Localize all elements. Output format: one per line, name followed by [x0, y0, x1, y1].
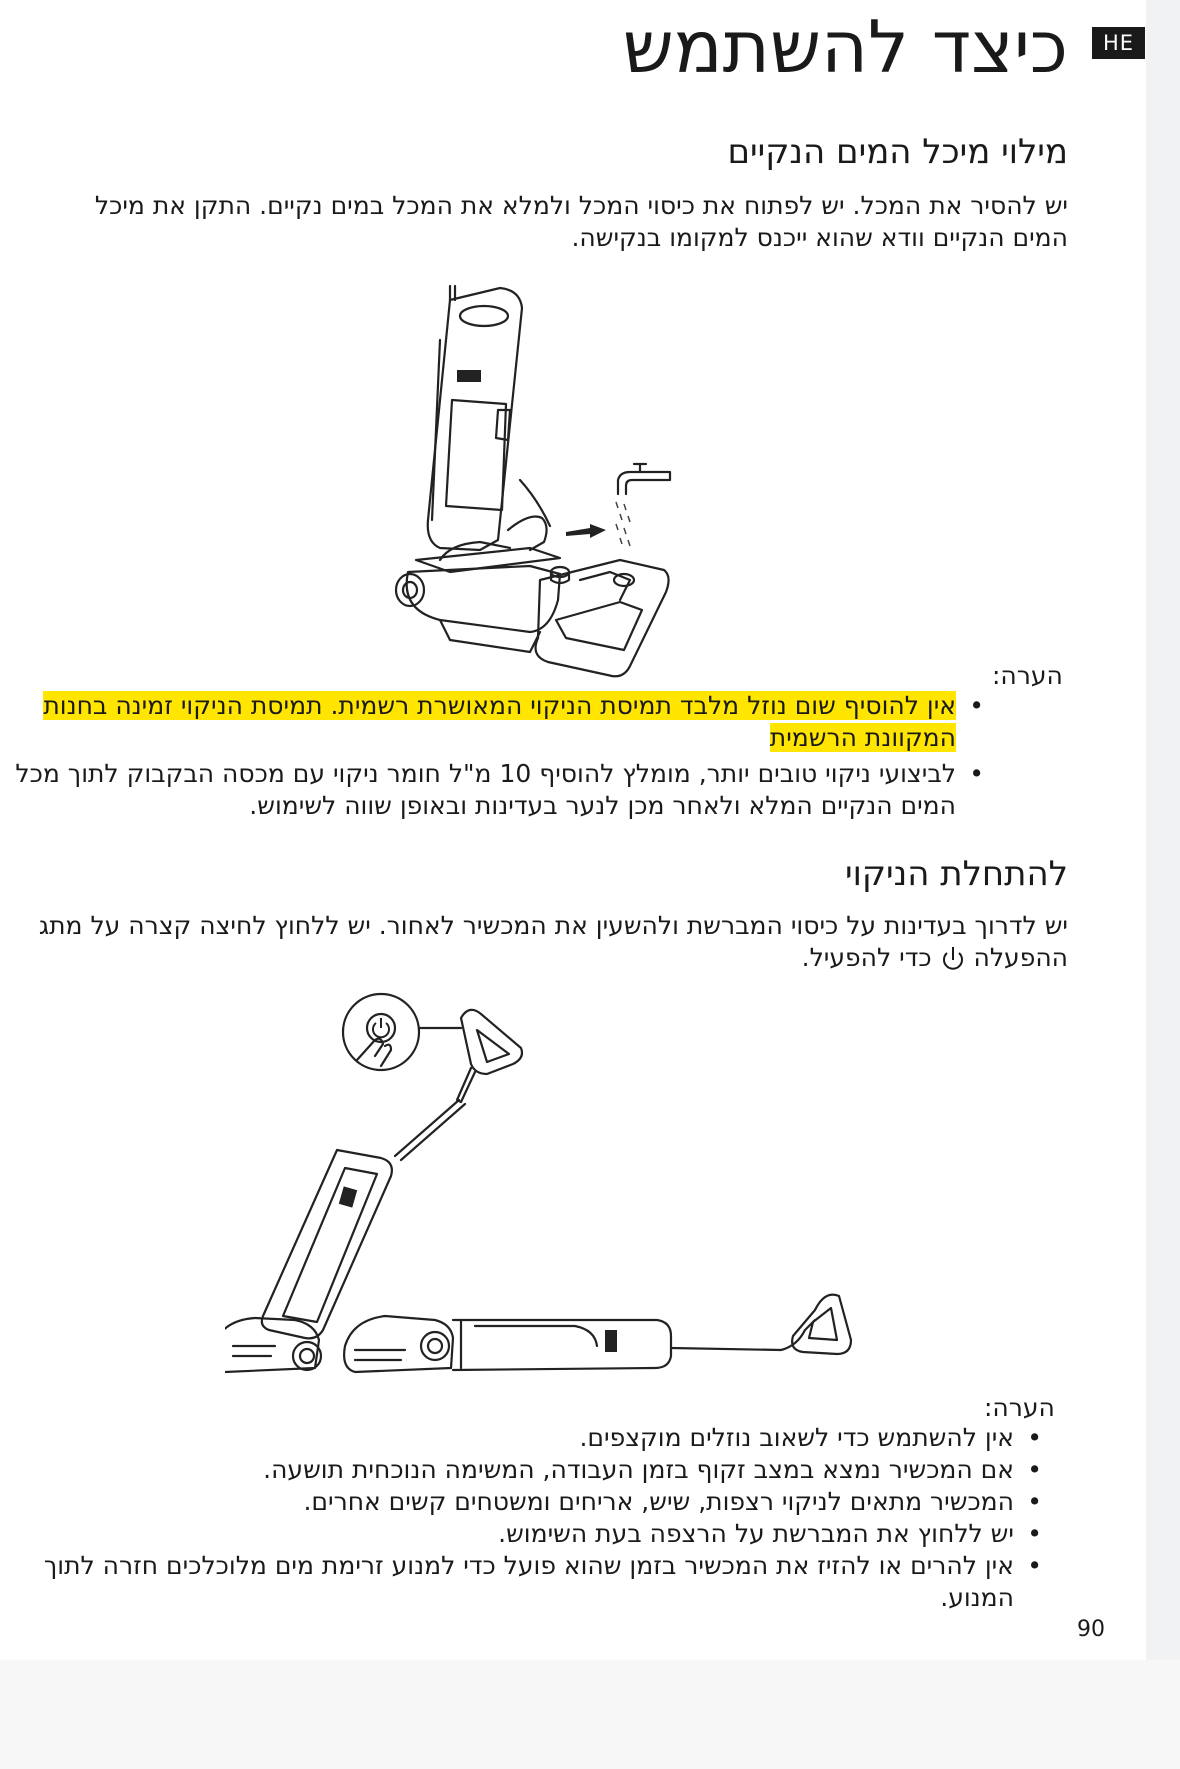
language-badge: HE	[1092, 27, 1145, 59]
list-item	[0, 1486, 1042, 1518]
notes-list	[0, 1422, 1042, 1614]
section-body-fill-tank: יש להסיר את המכל. יש לפתוח את כיסוי המכל ולמלא את המכל במים נקיים. התקן את מיכל המים הנקיים וודא שהוא ייכנס למקומו בנקישה.	[94, 191, 1068, 252]
note-text: אין להרים או להזיז את המכשיר בזמן שהוא פועל כדי למנוע זרימת מים מלוכלכים חזרה לתוך המנוע.	[43, 1551, 1014, 1612]
section-heading-fill-tank: מילוי מיכל המים הנקיים	[727, 132, 1068, 172]
note-text: אם המכשיר נמצא במצב זקוף בזמן העבודה, המשימה הנוכחית תושעה.	[263, 1455, 1014, 1484]
bullet: •	[1027, 1455, 1042, 1484]
list-item	[0, 690, 984, 754]
page-edge	[1146, 0, 1180, 1660]
list-item	[0, 1550, 1042, 1614]
note-text: אין להשתמש כדי לשאוב נוזלים מוקצפים.	[579, 1423, 1014, 1452]
notes-list	[0, 690, 984, 822]
bullet: •	[1027, 1487, 1042, 1516]
note-label: הערה:	[984, 1393, 1055, 1422]
list-item	[0, 1518, 1042, 1550]
fill-tank-illustration	[380, 280, 730, 690]
page-title: כיצד להשתמש	[622, 5, 1068, 89]
note-text: המכשיר מתאים לניקוי רצפות, שיש, אריחים ומשטחים קשים אחרים.	[303, 1487, 1014, 1516]
page-number: 90	[1077, 1617, 1105, 1642]
note-text: יש ללחוץ את המברשת על הרצפה בעת השימוש.	[498, 1519, 1014, 1548]
body-text-part2: כדי להפעיל.	[801, 943, 932, 972]
bullet: •	[969, 691, 984, 720]
note-label: הערה:	[992, 661, 1063, 690]
note-highlighted-text: אין להוסיף שום נוזל מלבד תמיסת הניקוי המאושרת רשמית. תמיסת הניקוי זמינה בחנות המקוונת הרשמית	[43, 691, 956, 752]
list-item	[0, 1454, 1042, 1486]
start-cleaning-illustration	[225, 990, 945, 1390]
section-body-start-cleaning	[38, 910, 1068, 974]
bullet: •	[1027, 1551, 1042, 1580]
section-heading-start-cleaning: להתחלת הניקוי	[845, 854, 1068, 894]
body-text-part1: יש לדרוך בעדינות על כיסוי המברשת ולהשעין את המכשיר לאחור. יש ללחוץ לחיצה קצרה על מתג ההפעלה	[38, 911, 1068, 972]
bullet: •	[1027, 1423, 1042, 1452]
bullet: •	[969, 759, 984, 788]
note-text: לביצועי ניקוי טובים יותר, מומלץ להוסיף 10 מ"ל חומר ניקוי עם מכסה הבקבוק לתוך מכל המים הנקיים המלא ולאחר מכן לנער בעדינות ובאופן שווה לשימוש.	[15, 759, 956, 820]
list-item	[0, 1422, 1042, 1454]
list-item	[0, 758, 984, 822]
power-icon	[940, 944, 966, 974]
bullet: •	[1027, 1519, 1042, 1548]
